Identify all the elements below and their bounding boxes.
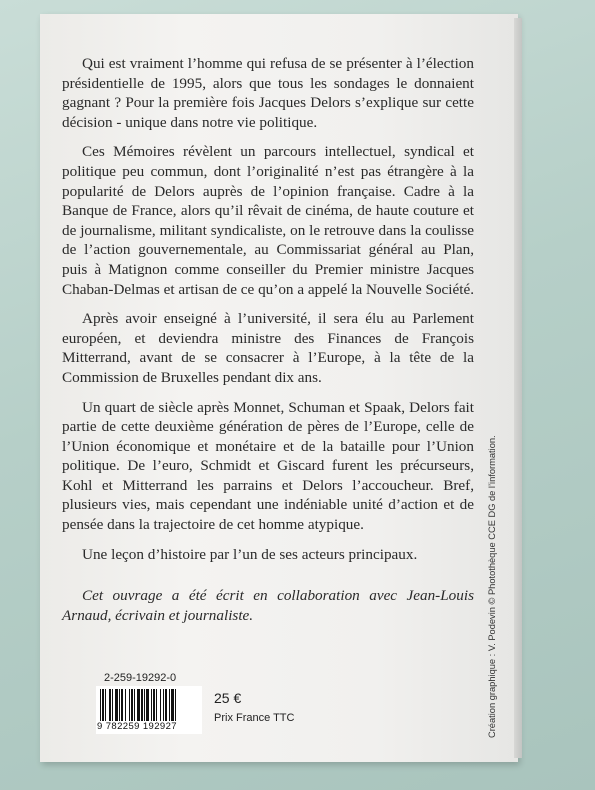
barcode-bar [125,689,126,721]
paragraph-2: Ces Mémoires révèlent un parcours intellectuel, syndical et politique peu commun, dont l’originalité n’est pas étrangère à la popularité de Delors auprès de l’opinion française. Cadre à la Banque de France, alors qu’il rêvait de cinéma, de haute couture et de journalisme, militant syndicaliste, on le retrouve dans la coulisse de l’action gouvernementale, au Commissariat général au Plan, puis à Matignon comme conseiller du Premier ministre Jacques Chaban-Delmas et artisan de ce qu’on a appelé la Nouvelle Société. [62,143,475,298]
barcode-bar [171,689,174,721]
barcode-bars [100,689,198,721]
barcode [96,686,202,734]
paragraph-1: Qui est vraiment l’homme qui refusa de se présenter à l’élection présidentielle de 1995, alors que tous les sondages le donnaient gagnant ? Pour la première fois Jacques Delors s’explique sur cette décision - unique dans notre vie politique. [62,55,474,131]
barcode-bar [153,689,155,721]
barcode-bar [121,689,123,721]
paragraph-3: Après avoir enseigné à l’université, il sera élu au Parlement européen, et deviendra ministre des Finances de François Mitterrand, avant de se consacrer à l’Europe, à la tête de la Commission de Bruxelles pendant dix ans. [62,310,474,386]
barcode-bar [137,689,140,721]
barcode-bar [100,689,101,721]
barcode-bar [163,689,164,721]
barcode-bar [144,689,145,721]
barcode-bar [112,689,113,721]
barcode-bar [151,689,152,721]
barcode-bar [165,689,167,721]
barcode-bar [115,689,118,721]
blurb-text [62,54,474,635]
barcode-number: 9 782259 192927 [97,721,177,732]
barcode-bar [134,689,135,721]
barcode-bar [131,689,133,721]
barcode-bar [105,689,106,721]
barcode-bar [169,689,170,721]
barcode-bar [141,689,143,721]
barcode-bar [109,689,111,721]
isbn: 2-259-19292-0 [104,672,177,684]
barcode-bar [146,689,149,721]
barcode-bar [119,689,120,721]
price-note: Prix France TTC [214,712,295,724]
barcode-bar [129,689,130,721]
price: 25 € [214,690,242,706]
barcode-bar [156,689,157,721]
barcode-bar [102,689,104,721]
design-credit: Création graphique : V. Podevin © Photothèque CCE DG de l’information. [487,435,497,738]
collaboration-note: Cet ouvrage a été écrit en collaboration avec Jean-Louis Arnaud, écrivain et journaliste. [62,587,474,624]
paragraph-5: Une leçon d’histoire par l’un de ses acteurs principaux. [82,545,418,563]
barcode-bar [175,689,176,721]
barcode-bar [160,689,161,721]
paragraph-4: Un quart de siècle après Monnet, Schuman et Spaak, Delors fait partie de cette deuxième génération de pères de l’Europe, celle de l’Union économique et monétaire et de la bataille pour l’Union politique. De l’euro, Schmidt et Giscard furent les précurseurs, Kohl et Mitterrand les parrains et Delors l’accoucheur. Bref, plusieurs vies, mais cependant une indéniable unité d’action et de pensée dans la trajectoire de cet homme atypique. [62,398,474,534]
book-page-edge [514,18,522,758]
